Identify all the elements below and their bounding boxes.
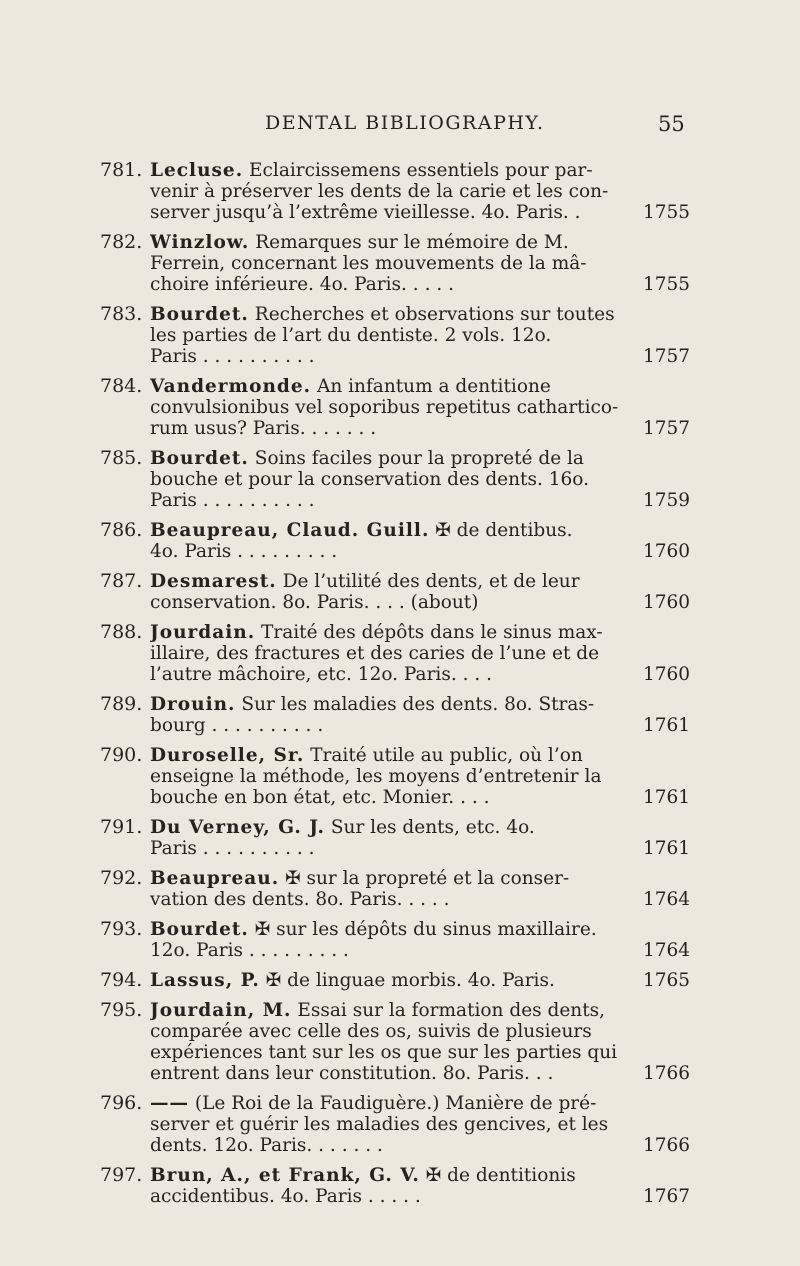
entry-year: 1767 <box>643 1186 691 1207</box>
entry-number: 794. <box>100 969 143 991</box>
entry-year: 1766 <box>643 1135 691 1156</box>
entry-author: Drouin. <box>150 694 236 715</box>
entry-line-text: Sur les dents, etc. 4o. <box>330 817 535 838</box>
entry-line <box>150 592 625 613</box>
bibliography-entry <box>0 520 800 562</box>
entry-line <box>150 817 625 838</box>
entry-number: 791. <box>100 816 143 838</box>
entry-line <box>150 397 625 418</box>
entry-line <box>150 541 625 562</box>
entry-line <box>150 622 625 643</box>
entry-year: 1757 <box>643 418 691 439</box>
entry-text <box>150 868 625 910</box>
entry-line-text: An infantum a dentitione <box>316 376 551 397</box>
entry-year: 1764 <box>643 940 691 961</box>
entry-line-text: Eclaircissemens essentiels pour par- <box>249 160 593 181</box>
entry-line-text: ✠ de linguae morbis. 4o. Paris. <box>265 970 555 991</box>
entry-author: Winzlow. <box>150 232 250 253</box>
entry-line-text: dents. 12o. Paris. . . . . . . <box>150 1135 383 1156</box>
entry-line <box>150 520 625 541</box>
entry-line-text: Paris . . . . . . . . . . <box>150 490 315 511</box>
entry-text <box>150 622 625 685</box>
entry-line <box>150 232 625 253</box>
entry-author: Vandermonde. <box>150 376 312 397</box>
entry-line-text: Soins faciles pour la propreté de la <box>254 448 584 469</box>
entry-year: 1755 <box>643 274 691 295</box>
entry-line <box>150 490 625 511</box>
bibliography-entry <box>0 868 800 910</box>
page-header <box>0 112 800 142</box>
entry-text <box>150 448 625 511</box>
entry-text <box>150 304 625 367</box>
entry-year: 1760 <box>643 664 691 685</box>
entry-text <box>150 1165 625 1207</box>
entry-line <box>150 1042 625 1063</box>
entry-author: Bourdet. <box>150 304 249 325</box>
entry-text <box>150 919 625 961</box>
entry-line <box>150 274 625 295</box>
entry-line-text: Paris . . . . . . . . . . <box>150 346 315 367</box>
entry-number: 782. <box>100 231 143 253</box>
entry-line <box>150 1186 625 1207</box>
entry-line-text: conservation. 8o. Paris. . . . (about) <box>150 592 479 613</box>
entry-line-text: bourg . . . . . . . . . . <box>150 715 324 736</box>
entry-year: 1761 <box>643 787 691 808</box>
entry-line <box>150 1000 625 1021</box>
entry-line <box>150 715 625 736</box>
bibliography-entry <box>0 919 800 961</box>
entry-year: 1765 <box>643 970 691 991</box>
entry-number: 790. <box>100 744 143 766</box>
entry-author: Beaupreau. <box>150 868 280 889</box>
entry-text <box>150 1093 625 1156</box>
entry-year: 1755 <box>643 202 691 223</box>
bibliography-list <box>0 160 800 1216</box>
entry-author: Jourdain. <box>150 622 256 643</box>
entry-line-text: expériences tant sur les os que sur les parties qui <box>150 1042 618 1063</box>
entry-line-text: ✠ de dentitionis <box>425 1165 576 1186</box>
entry-line-text: accidentibus. 4o. Paris . . . . . <box>150 1186 421 1207</box>
entry-line-text: 12o. Paris . . . . . . . . . <box>150 940 349 961</box>
entry-line <box>150 1114 625 1135</box>
entry-line-text: choire inférieure. 4o. Paris. . . . . <box>150 274 454 295</box>
page-number: 55 <box>658 112 685 136</box>
entry-year: 1757 <box>643 346 691 367</box>
entry-line <box>150 346 625 367</box>
entry-line <box>150 970 625 991</box>
entry-line <box>150 181 625 202</box>
entry-number: 789. <box>100 693 143 715</box>
entry-line-text: convulsionibus vel soporibus repetitus cathartico- <box>150 397 619 418</box>
entry-number: 787. <box>100 570 143 592</box>
entry-line-text: Paris . . . . . . . . . . <box>150 838 315 859</box>
entry-line <box>150 919 625 940</box>
entry-line-text: venir à préserver les dents de la carie et les con- <box>150 181 609 202</box>
entry-line <box>150 643 625 664</box>
entry-line-text: (Le Roi de la Faudiguère.) Manière de pré- <box>194 1093 597 1114</box>
entry-line <box>150 868 625 889</box>
entry-author: —— <box>150 1093 189 1114</box>
entry-text <box>150 520 625 562</box>
entry-line <box>150 304 625 325</box>
entry-line-text: bouche en bon état, etc. Monier. . . . <box>150 787 490 808</box>
entry-line <box>150 160 625 181</box>
entry-line-text: De l’utilité des dents, et de leur <box>282 571 580 592</box>
bibliography-entry <box>0 817 800 859</box>
entry-author: Jourdain, M. <box>150 1000 292 1021</box>
entry-year: 1759 <box>643 490 691 511</box>
entry-year: 1766 <box>643 1063 691 1084</box>
entry-line <box>150 1021 625 1042</box>
entry-line-text: rum usus? Paris. . . . . . . <box>150 418 377 439</box>
bibliography-entry <box>0 622 800 685</box>
entry-text <box>150 970 625 991</box>
running-title: DENTAL BIBLIOGRAPHY. <box>265 112 545 134</box>
entry-number: 793. <box>100 918 143 940</box>
entry-line <box>150 694 625 715</box>
bibliography-entry <box>0 448 800 511</box>
entry-line <box>150 1165 625 1186</box>
bibliography-entry <box>0 232 800 295</box>
entry-number: 784. <box>100 375 143 397</box>
entry-text <box>150 1000 625 1084</box>
entry-line <box>150 1135 625 1156</box>
bibliography-entry <box>0 1093 800 1156</box>
entry-line-text: comparée avec celle des os, suivis de plusieurs <box>150 1021 592 1042</box>
entry-line-text: Traité utile au public, où l’on <box>310 745 583 766</box>
entry-line-text: vation des dents. 8o. Paris. . . . . <box>150 889 450 910</box>
bibliography-entry <box>0 694 800 736</box>
entry-number: 792. <box>100 867 143 889</box>
entry-line-text: Recherches et observations sur toutes <box>254 304 615 325</box>
entry-line <box>150 448 625 469</box>
entry-author: Lecluse. <box>150 160 244 181</box>
entry-number: 781. <box>100 159 143 181</box>
entry-number: 786. <box>100 519 143 541</box>
bibliography-entry <box>0 1165 800 1207</box>
entry-author: Du Verney, G. J. <box>150 817 325 838</box>
entry-text <box>150 694 625 736</box>
bibliography-entry <box>0 1000 800 1084</box>
bibliography-entry <box>0 571 800 613</box>
entry-line <box>150 469 625 490</box>
entry-line <box>150 418 625 439</box>
entry-line-text: Remarques sur le mémoire de M. <box>255 232 569 253</box>
entry-line-text: Ferrein, concernant les mouvements de la mâ- <box>150 253 587 274</box>
entry-number: 783. <box>100 303 143 325</box>
entry-number: 795. <box>100 999 143 1021</box>
entry-line-text: entrent dans leur constitution. 8o. Paris. . . <box>150 1063 554 1084</box>
entry-line <box>150 838 625 859</box>
entry-line <box>150 787 625 808</box>
entry-author: Lassus, P. <box>150 970 260 991</box>
entry-author: Brun, A., et Frank, G. V. <box>150 1165 420 1186</box>
entry-line-text: 4o. Paris . . . . . . . . . <box>150 541 338 562</box>
entry-line-text: enseigne la méthode, les moyens d’entretenir la <box>150 766 602 787</box>
entry-line-text: illaire, des fractures et des caries de l’une et de <box>150 643 600 664</box>
entry-author: Beaupreau, Claud. Guill. <box>150 520 430 541</box>
entry-year: 1761 <box>643 838 691 859</box>
entry-number: 797. <box>100 1164 143 1186</box>
entry-line-text: server jusqu’à l’extrême vieillesse. 4o. Paris. . <box>150 202 581 223</box>
entry-author: Bourdet. <box>150 919 249 940</box>
entry-year: 1760 <box>643 541 691 562</box>
entry-line-text: l’autre mâchoire, etc. 12o. Paris. . . . <box>150 664 492 685</box>
entry-line-text: les parties de l’art du dentiste. 2 vols. 12o. <box>150 325 552 346</box>
entry-line-text: Essai sur la formation des dents, <box>297 1000 606 1021</box>
entry-line <box>150 571 625 592</box>
entry-line-text: Sur les maladies des dents. 8o. Stras- <box>241 694 595 715</box>
entry-line-text: ✠ de dentibus. <box>435 520 573 541</box>
entry-number: 796. <box>100 1092 143 1114</box>
entry-author: Duroselle, Sr. <box>150 745 305 766</box>
bibliography-entry <box>0 970 800 991</box>
entry-line <box>150 1063 625 1084</box>
entry-line <box>150 376 625 397</box>
entry-line <box>150 325 625 346</box>
entry-year: 1764 <box>643 889 691 910</box>
bibliography-entry <box>0 745 800 808</box>
entry-line-text: Traité des dépôts dans le sinus max- <box>261 622 603 643</box>
entry-text <box>150 571 625 613</box>
entry-year: 1761 <box>643 715 691 736</box>
entry-line-text: ✠ sur les dépôts du sinus maxillaire. <box>254 919 597 940</box>
entry-line <box>150 253 625 274</box>
entry-line-text: ✠ sur la propreté et la conser- <box>285 868 570 889</box>
entry-line <box>150 1093 625 1114</box>
entry-text <box>150 160 625 223</box>
entry-year: 1760 <box>643 592 691 613</box>
entry-line <box>150 745 625 766</box>
bibliography-entry <box>0 160 800 223</box>
entry-text <box>150 232 625 295</box>
bibliography-entry <box>0 304 800 367</box>
entry-line-text: server et guérir les maladies des gencives, et les <box>150 1114 609 1135</box>
entry-line <box>150 664 625 685</box>
bibliography-entry <box>0 376 800 439</box>
entry-line <box>150 940 625 961</box>
entry-text <box>150 817 625 859</box>
entry-text <box>150 745 625 808</box>
entry-line <box>150 766 625 787</box>
entry-line <box>150 202 625 223</box>
entry-number: 785. <box>100 447 143 469</box>
entry-author: Bourdet. <box>150 448 249 469</box>
entry-line-text: bouche et pour la conservation des dents. 16o. <box>150 469 589 490</box>
entry-text <box>150 376 625 439</box>
entry-line <box>150 889 625 910</box>
entry-number: 788. <box>100 621 143 643</box>
entry-author: Desmarest. <box>150 571 277 592</box>
